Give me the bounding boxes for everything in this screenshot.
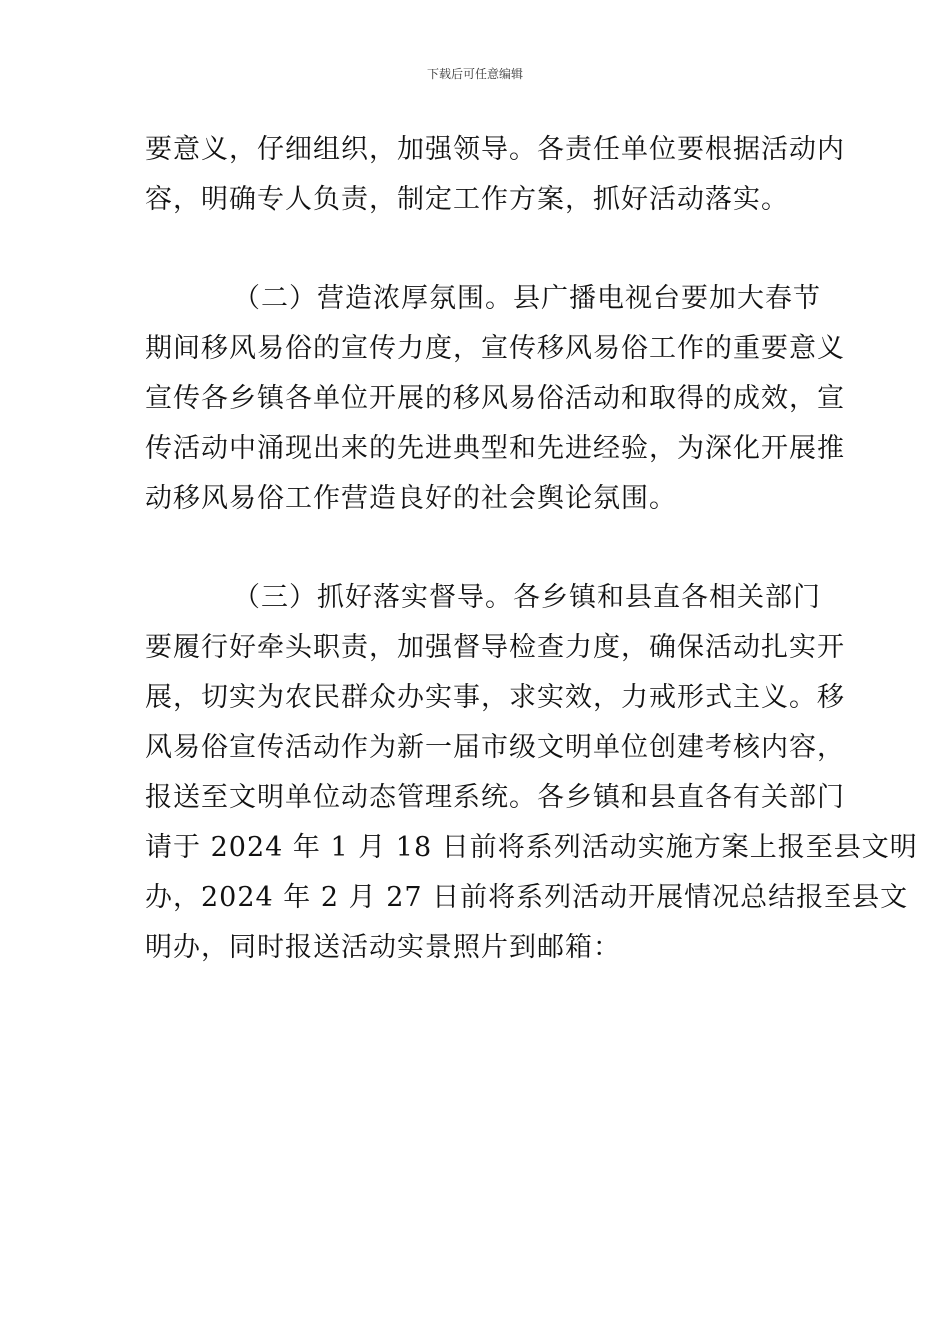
paragraph-1-line-1: 要意义，仔细组织，加强领导。各责任单位要根据活动内 — [145, 134, 845, 165]
paragraph-3-line-4: 风易俗宣传活动作为新一届市级文明单位创建考核内容， — [145, 732, 845, 763]
paragraph-3-line-5: 报送至文明单位动态管理系统。各乡镇和县直各有关部门 — [145, 782, 845, 813]
paragraph-3-line-1: （三）抓好落实督导。各乡镇和县直各相关部门 — [233, 582, 821, 613]
paragraph-2-line-1: （二）营造浓厚氛围。县广播电视台要加大春节 — [233, 283, 821, 314]
paragraph-3-line-3: 展，切实为农民群众办实事，求实效，力戒形式主义。移 — [145, 682, 845, 713]
paragraph-3-line-6: 请于 2024 年 1 月 18 日前将系列活动实施方案上报至县文明 — [145, 832, 918, 863]
paragraph-2-line-3: 宣传各乡镇各单位开展的移风易俗活动和取得的成效，宣 — [145, 383, 845, 414]
paragraph-2-line-4: 传活动中涌现出来的先进典型和先进经验，为深化开展推 — [145, 433, 845, 464]
paragraph-3-line-8: 明办，同时报送活动实景照片到邮箱： — [145, 932, 621, 963]
paragraph-2-line-2: 期间移风易俗的宣传力度，宣传移风易俗工作的重要意义 — [145, 333, 845, 364]
paragraph-3-line-2: 要履行好牵头职责，加强督导检查力度，确保活动扎实开 — [145, 632, 845, 663]
paragraph-3-line-7: 办，2024 年 2 月 27 日前将系列活动开展情况总结报至县文 — [145, 882, 909, 913]
paragraph-1-line-2: 容，明确专人负责，制定工作方案，抓好活动落实。 — [145, 184, 789, 215]
paragraph-2-line-5: 动移风易俗工作营造良好的社会舆论氛围。 — [145, 483, 677, 514]
header-note: 下载后可任意编辑 — [426, 67, 523, 81]
